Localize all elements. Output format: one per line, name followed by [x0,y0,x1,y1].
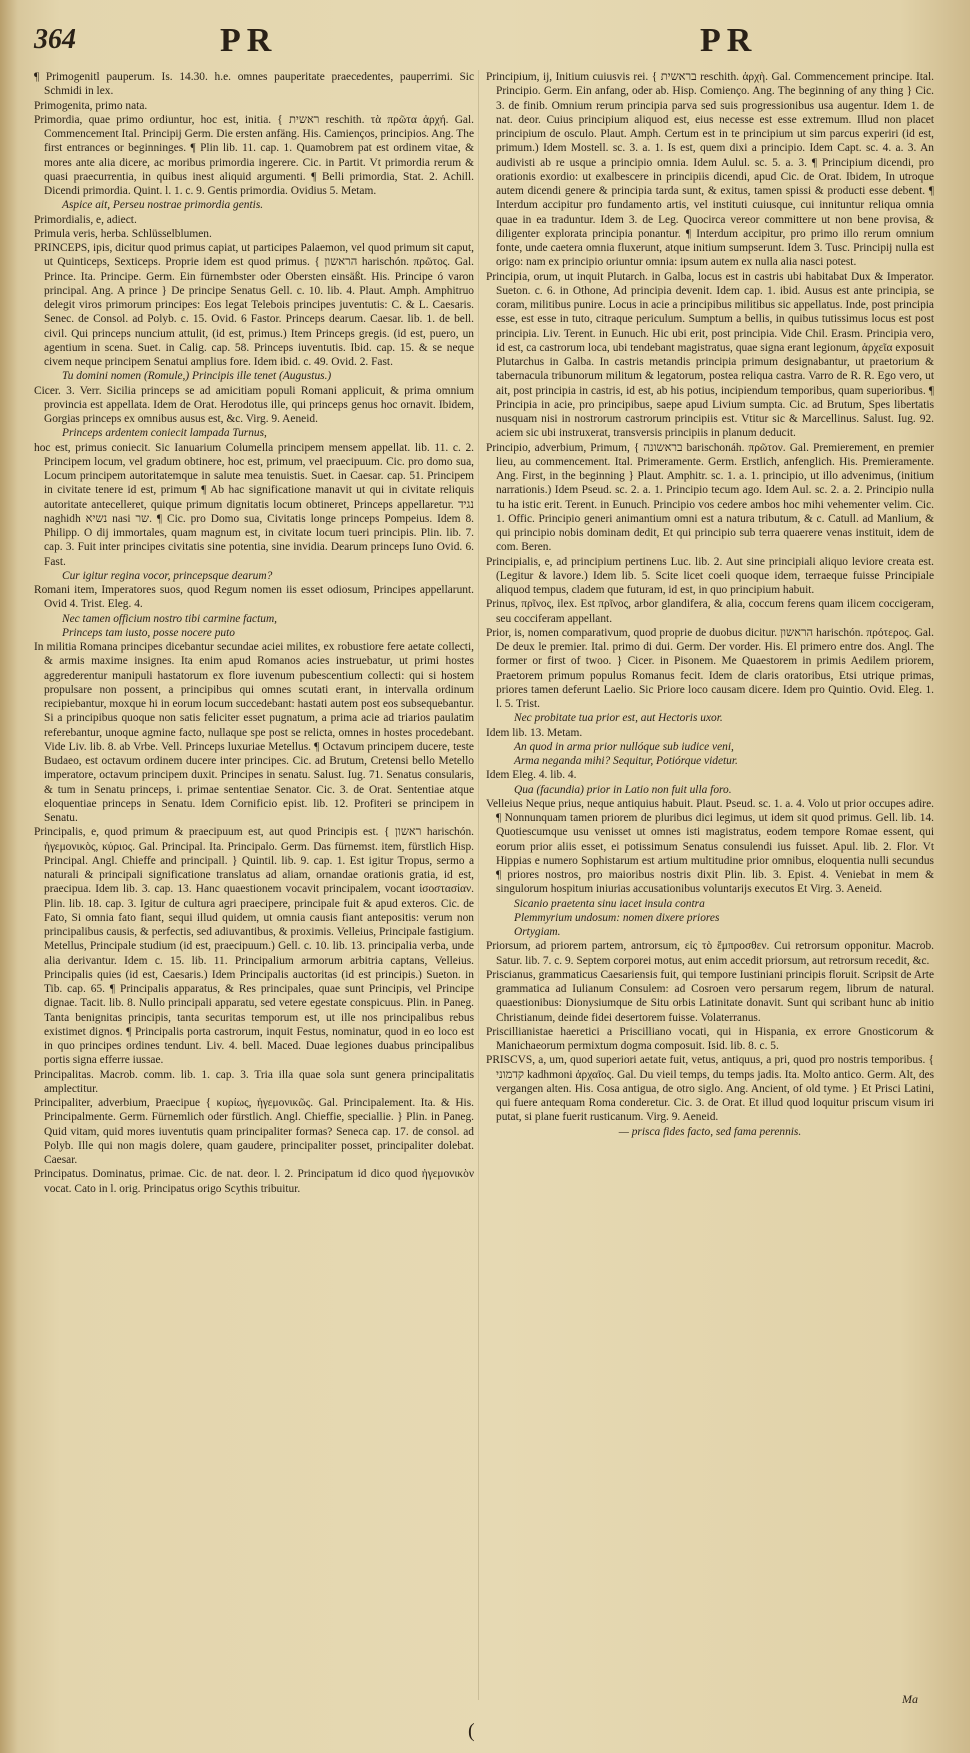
dictionary-entry: PRISCVS, a, um, quod superiori aetate fuit, vetus, antiquus, a pri, quod pro nostris temporibus. { קדמוני kadhmoni ἀρχαῖος. Gal. Du vieil temps, du temps jadis. Ita. Molto antico. Germ. Alt, des vergangen alten. His. Cosa antigua, de otro siglo. Ang. Ancient, of old tyme. } Et Prisci Latini, qui fuere antequam Roma conderetur. Cic. 3. de Orat. Et illud quod loquitur priscum visum iri putat, si plane fuerit rusticanum. Virg. 9. Aeneid. [486,1054,934,1124]
dictionary-entry: Principialis, e, ad principium pertinens Luc. lib. 2. Aut sine principiali aliquo leviore creata est. (Legitur & lavore.) Idem lib. 5. Scite licet coeli quoque idem, terraeque fuisse Principiale aliquod tempus, cladem que futuram, id est, in quo principium habuit. [486,555,934,596]
page-number: 364 [34,24,76,55]
dictionary-entry: Idem lib. 13. Metam. [486,726,583,739]
verse-quotation: Nec probitate tua prior est, aut Hectoris uxor. [514,712,723,725]
verse-quotation: Nec tamen officium nostro tibi carmine factum, [62,612,278,625]
verse-quotation: Qua (facundia) prior in Latio non fuit ulla foro. [514,783,732,796]
verse-quotation: Princeps ardentem coniecit lampada Turnus, [62,427,267,440]
verse-quotation: — prisca fides facto, sed fama perennis. [618,1125,802,1138]
dictionary-entry: Primordia, quae primo ordiuntur, hoc est, initia. { ראשית reschith. τὰ πρῶτα ἀρχή. Gal. Commencement Ital. Principij Germ. Die ersten anfäng. His. Camienços, principios. Ang. The first entrances or beginninges. ¶ Plin lib. 11. cap. 1. Quamobrem pat est ordinem vitae, & mores ante alia dicere, ac moribus primordia ingerere. Cic. in Partit. Vt primordia rerum & quasi praecurrentia, in quibus inest aliquid argumenti. ¶ Belli primordia, Stat. 2. Achill. Dicendi primordia. Quint. l. 1. c. 9. Gentis primordia. Ovidius 5. Metam. [34,113,474,197]
verse-quotation: Arma neganda mihi? Sequitur, Potiórque videtur. [514,755,738,767]
running-head-left: PR [220,22,278,59]
right-column [486,70,934,1700]
column-divider [478,70,479,1700]
dictionary-entry: Primula veris, herba. Schlüsselblumen. [34,227,212,240]
running-head-right: PR [700,22,758,59]
dictionary-entry: hoc est, primus coniecit. Sic Ianuarium Columella principem mensem appellat. lib. 11. c. 2. Principem locum, vel gradum obtinere, hoc est, primum, vel praecipuum. Cic. pro domo sua, Locum principem autoritatemque in salute mea tenuistis. Suet. in Caesar. cap. 51. Principem in civitate tenere id est, primum ¶ Ab hac significatione manavit ut qui in civitate reliquis autoritate antecelleret, quique primum dignitatis locum obtineret, Princeps appellaretur. נגיד naghidh נשיא nasi שר. ¶ Cic. pro Domo sua, Civitatis longe princeps Pompeius. Idem 8. Philipp. O dij immortales, quam magnum est, in civitate locum tueri principis. Plin. lib. 7. cap. 3. Fuit inter principes civitatis sine potentia, sine invidia. Dearum princeps Iuno Ovid. 6. Fast. [34,441,474,568]
dictionary-entry: Velleius Neque prius, neque antiquius habuit. Plaut. Pseud. sc. 1. a. 4. Volo ut prior occupes adire. ¶ Nonnunquam tamen priorem de pluribus dici legimus, ut idem sit quod primus. Gell. lib. 14. Quotiescumque usu venisset ut omnes isti magistratus, eodem tempore Romae essent, qui eorum prior aliis esset, ei potissimum Senatus consulendi ius fuisset. Apul. lib. 2. Flor. Vt Hippias e numero Sophistarum est artium multitudine prior omnibus, eloquentia nulli secundus ¶ priores nostros, pro maioribus nostris dixit Plin. lib. 3. Epist. 4. Veniebat in mem & singulorum hospitum iniurias accusationibus voluntarijs executos Et Virg. 3. Aeneid. [486,797,934,896]
dictionary-entry: Principia, orum, ut inquit Plutarch. in Galba, locus est in castris ubi habitabat Dux & Imperator. Sueton. c. 6. in Othone, Ad principia devenit. Idem cap. 1. ibid. Ausus est ante principia, se coram, militibus punire. Locus in acie a principibus militibus sic appellatus. Inde, post principia esse, est esse in tuto, citraque periculum. Sumptum a bellis, in quibus tutissimus locus est post principia. Liv. Terent. in Eunuch. Hic ubi erit, post principia. Vide Chil. Erasm. Principia vero, id est, ca castrorum loca, ubi tendebant magistratus, quae signa erant legionum, ἀρχεῖα exposuit Plutarchus in Galba. In castris metandis principia primum designabantur, ut praetorium & tabernacula tribunorum militum & legatorum, postea reliqua castra. Varro de R. R. Ego vero, ut ait, post principia in castris, id est, ab his potius, incipiendum temporibus, quam superioribus. ¶ Principia in acie, pro principibus, saepe apud Livium sumpta. Cic. ad Brutum, Spes libertatis nusquam nisi in nostrorum castrorum principiis est. Vtitur sic & Marcellinus. Salust. Iug. 92. aciem sic ubi instruxerat, transversis principiis in planum deducit. [486,270,934,440]
dictionary-entry: PRINCEPS, ipis, dicitur quod primus capiat, ut participes Palaemon, vel quod primum sit caput, ut Quinticeps, Sexticeps. Proprie idem est quod primus. { הראשון harischón. πρῶτος. Gal. Prince. Ita. Principe. Germ. Ein fürnembster oder Obersten einsäßt. His. Principe ó varon principal. Ang. A prince } De principe Senatus Gell. c. 10. lib. 4. Plaut. Amph. Amphitruo delegit viros primorum principes: Eos legat Telebois principes juventutis: C. & L. Caesaris. Senec. de Consol. ad Polyb. c. 15. Ovid. 6 Fastor. Princeps dearum. Caesar. lib. 1. de bell. civil. Qui princeps nuncium attulit, (id est, primus.) Item Princeps gregis. (id est, puero, un agentium in scena. Suet. in Calig. cap. 58. Princeps iuventutis. Ibid. cap. 15. & se neque civem neque principem Senatui amplius fore. Idem ibid. c. 49. Ovid. 2. Fast. [34,242,474,368]
catchword: Ma [902,1692,918,1706]
verse-quotation: Aspice ait, Perseu nostrae primordia gentis. [62,199,264,212]
dictionary-entry: Idem Eleg. 4. lib. 4. [486,769,577,782]
dictionary-entry: Principium, ij, Initium cuiusvis rei. { בראשית reschith. ἀρχὴ. Gal. Commencement principe. Ital. Principio. Germ. Ein anfang, oder ab. Hisp. Comienço. Ang. The beginning of any thing } Cic. 3. de finib. Omnium rerum principia parva sed suis progressionibus usa augentur. Idem 1. de nat. deor. Cuius principium aliquod est, eius necesse est esse extremum. Illud non placet principium de osculo. Plaut. Amph. Certum est in te principium ut sim parcus experiri (id est, primum.) Idem Mostell. sc. 3. a. 1. Is est, quem dixi a principio. Idem Capt. sc. 4. a. 3. An audivisti ab re usque a principio omnia. Idem Aulul. sc. 5. a. 3. ¶ Principium dicendi, pro orationis exordio: ut exalbescere in principiis dicendi, apud Cic. de Orat. Ibidem, In utroque autem dicendi genere & principia tarda sunt, & exitus, tamen spissi & producti esse debent. ¶ Interdum accipitur pro fundamento artis, vel instituti cuiusque, cui innituntur reliqua omnia quae in ea traduntur. Idem 3. de Leg. Quocirca vereor committere ut non bene provisa, & diligenter explorata principia ponantur. ¶ Interdum accipitur, pro primo illo rerum omnium fonte, unde caetera omnia fluxerunt, atque initium sumpserunt. Idem 3. Tusc. Principij nulla est origo: nam ex principio oriuntur omnia: ipsum autem ex nulla alia nasci potest. [486,71,934,269]
verse-quotation: Princeps tam iusto, posse nocere puto [62,626,235,639]
dictionary-entry: Priscianus, grammaticus Caesariensis fuit, qui tempore Iustiniani principis floruit. Scripsit de Arte grammatica ad Iulianum Consulem: ad Cosroen vero persarum regem, librum de natural. quaestionibus: Dionysiumque de Situ orbis Latinitate donavit. Sunt qui scribant hunc ab initio Christianum, deinde fidei desertorem fuisse. Volaterranus. [486,968,934,1024]
verse-quotation: Ortygiam. [514,926,561,938]
page-header [0,22,970,66]
dictionary-entry: In militia Romana principes dicebantur secundae aciei milites, ex robustiore fere aetate collecti, & armis maxime insignes. Ita enim apud Romanos acies instruebatur, ut primi hostes aggrederentur manipuli hastatorum ex flore iuvenum pubescentium collecti: qui si hostem propulsare non possent, a principibus qui omnes scutati erant, in intervalla ordinum recipiebantur, moxque hi in eorum locum succedebant: hastati autem post eos subsequebantur. Si a principibus quoque non satis feliciter esset pugnatum, a prima acie ad triarios paulatim referebantur, unoque agmine facto, nullaque spe post se relicta, omnes in hostes procedebant. Vide Liv. lib. 8. ab Vrbe. Vell. Princeps luxuriae Metellus. ¶ Octavum principem ducere, teste Budaeo, est octavum ordinem ducere inter principes. Cic. ad Brutum, Cretensi bello Metello imperatore, octavum principem duxit. Principes in senatu. Salust. Iug. 71. Senatus consularis, & tum in Senatu princeps, i. primae sententiae Senator. Cic. 3. de Orat. Sententiae atque eloquentiae princeps in Senatu. Idem Cornificio epist. lib. 12. Profiteri se principem in Senatu. [34,641,474,824]
verse-quotation: Tu domini nomen (Romule,) Principis ille tenet (Augustus.) [62,370,332,383]
verse-quotation: Plemmyrium undosum: nomen dixere priores [514,911,720,924]
dictionary-entry: Priscillianistae haeretici a Priscilliano vocati, qui in Hispania, ex errore Gnosticorum & Manichaeorum permixtum dogma composuit. Isid. lib. 8. c. 5. [486,1025,934,1052]
dictionary-entry: Principatus. Dominatus, primae. Cic. de nat. deor. l. 2. Principatum id dico quod ἡγεμονικὸν vocat. Cato in l. orig. Principatus origo Scythis tribuitur. [34,1168,474,1195]
dictionary-entry: Prior, is, nomen comparativum, quod proprie de duobus dicitur. הראשון harischón. πρότερος. Gal. De deux le premier. Ital. primo di dui. Germ. Der vorder. His. El primero entre dos. Angl. The former or first of twoo. } Cicer. in Pisonem. Me Quaestorem in primis Aedilem priorem, Praetorem primum populus Romanus fecit. Idem de claris oratoribus, Etsi utrique primas, priores tamen deferunt Laelio. Sic Priore loco causam dicere. Idem pro Quintio. Ovid. Eleg. 1. l. 5. Trist. [486,626,934,710]
dictionary-entry: Priorsum, ad priorem partem, antrorsum, εἰς τὸ ἔμπροσθεν. Cui retrorsum opponitur. Macrob. Satur. lib. 7. c. 9. Septem corporei motus, aut enim accedit priorsum, aut retrorsum recedit, &c. [486,940,934,967]
dictionary-entry: Primogenita, primo nata. [34,99,148,112]
signature-mark: ( [468,1720,475,1742]
dictionary-entry: Romani item, Imperatores suos, quod Regum nomen iis esset odiosum, Principes appellarunt. Ovid 4. Trist. Eleg. 4. [34,584,474,611]
verse-quotation: Cur igitur regina vocor, princepsque dearum? [62,569,273,582]
left-column [34,70,474,1700]
dictionary-entry: Prinus, πρῖνος, ilex. Est πρῖνος, arbor glandifera, & alia, coccum ferens quam ilicem coccigeram, seu cocciferam appellant. [486,598,934,625]
verse-quotation: An quod in arma prior nullóque sub iudice veni, [514,740,734,753]
dictionary-entry: Principaliter, adverbium, Praecipue { κυρίως, ἡγεμονικῶς. Gal. Principalement. Ita. & His. Principalmente. Germ. Fürnemlich oder fürstlich. Angl. Chieffie, speciallie. } Plin. in Paneg. Quid vitam, quid mores iuventutis quam principaliter formas? Seneca cap. 17. de consol. ad Polyb. Ille qui non magis dolere, quam gaudere, principaliter posset, principaliter dolebat. Caesar. [34,1097,474,1166]
dictionary-entry: ¶ Primogenitl pauperum. Is. 14.30. h.e. omnes pauperitate praecedentes, pauperrimi. Sic Schmidi in lex. [34,71,474,98]
dictionary-entry: Principalis, e, quod primum & praecipuum est, aut quod Principis est. { ראשון harischón. ἡγεμονικὸς, κύριος. Gal. Principal. Ita. Principalo. Germ. Das fürnemst. item, fürstlich Hisp. Principal. Angl. Chieffe and principall. } Quintil. lib. 9. cap. 1. Est igitur Tropus, sermo a naturali & principali significatione translatus ad aliam, ornandae orationis gratia, id est, praecipua. Idem lib. 3. cap. 13. Hanc quaestionem vocavit principalem, vocant ἰσοστασίαν. Plin. lib. 18. cap. 3. Igitur de cultura agri praecipere, principale fuit & apud exteros. Cic. de Fato, Si omnia fato fiant, sequi illud quidem, ut omnia causis fiant antepositis: verum non principalibus causis, & perfectis, sed adiuvantibus, & proximis. Velleius, Principale fastigium. Metellus, Principale studium (id est, praecipuum.) Gell. c. 10. lib. 13. principalia verba, unde alia derivantur. Idem c. 15. lib. 11. Principalium armorum arbitria captans, Velleius. Principalis quies (id est, Caesaris.) Idem Principalis auctoritas (id est principis.) Sueton. in Tib. cap. 65. ¶ Principalis apparatus, & Res principales, quae sunt Principis, vel Principe dignae. Tacit. lib. 8. Nullo principali apparatu, sed vetere egestate conspicuus. Plin. in Paneg. Tanta benignitas principis, tanta securitas temporum est, ut ille nos principalibus rebus existimet dignos. ¶ Principalis porta castrorum, inquit Festus, nominatur, quod in eo loco est in quo principes ordines tendunt. Liv. 4. bell. Maced. Duae legiones duabus principalibus portis signa efferre iussae. [34,826,474,1067]
dictionary-entry: Principalitas. Macrob. comm. lib. 1. cap. 3. Tria illa quae sola sunt genera principalitatis amplectitur. [34,1068,474,1095]
dictionary-entry: Primordialis, e, adiect. [34,213,137,226]
dictionary-entry: Cicer. 3. Verr. Sicilia princeps se ad amicitiam populi Romani applicuit, & prima omnium provincia est appellata. Idem de Orat. Herodotus ille, qui princeps genus hoc ornavit. Ibidem, Gorgias princeps ex omnibus ausus est, &c. Virg. 9. Aeneid. [34,384,474,425]
verse-quotation: Sicanio praetenta sinu iacet insula contra [514,897,705,910]
dictionary-entry: Principio, adverbium, Primum, { בראשונה barischonáh. πρῶτον. Gal. Premierement, en premier lieu, au commencement. Ital. Primeramente. Germ. Erstlich, anfenglich. His. Premieramente. Ang. First, in the beginning } Plaut. Amphitr. sc. 1. a. 1. principio, ut illo advenimus, (initium narrationis.) Idem Pseud. sc. 2. a. 1. Principio tecum ago. Idem Aul. sc. 2. a. 2. Principio nulla tu ha istic erit. Terent. in Eunuch. Principio vos cedere ambos hoc mihi vehementer velim. Cic. 1. Offic. Principio generi animantium omni est a natura tributum, & c. Catull. ad Manlium, & qui principio nobis dominam dedit, Et qui principio sub terra quaerere venas instituit, idem de com. Beren. [486,441,934,554]
